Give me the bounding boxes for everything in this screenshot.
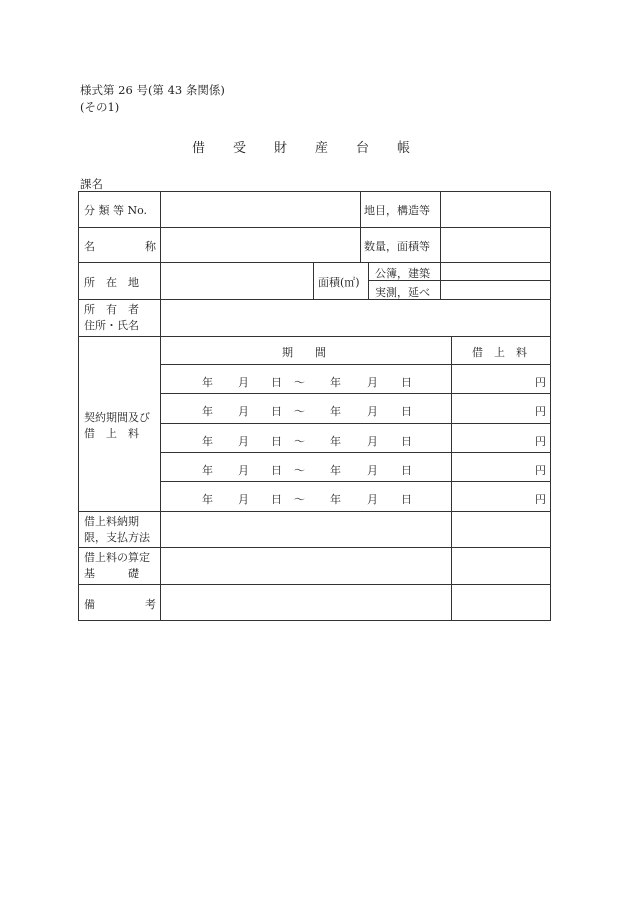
basis-label [84,550,154,582]
period-yen-text: 円 [535,435,546,448]
contract-label-2: 借 上 料 [84,427,139,440]
period-day-text: 日 [271,376,282,389]
period-year-text: 年 [330,464,341,477]
remarks-label-2: 考 [145,598,156,611]
period-day-text: 日 [401,376,412,389]
quantity-label: 数量，面積等 [364,240,430,253]
period-year-text: 年 [330,405,341,418]
period-header: 期 間 [282,346,326,359]
period-month-text: 月 [367,464,378,477]
period-month-text: 月 [238,493,249,506]
period-year-text: 年 [202,405,213,418]
period-day-text: 日 [271,493,282,506]
period-yen-text: 円 [535,405,546,418]
period-yen-text: 円 [535,493,546,506]
section-label: 課名 [80,177,103,191]
owner-label-1: 所 有 者 [84,303,139,316]
rent-header: 借 上 料 [472,346,527,359]
period-day-text: 日 [271,464,282,477]
period-year-text: 年 [330,493,341,506]
name-label-1: 名 [84,240,95,253]
period-tilde-text: ～ [294,464,305,477]
owner-label [84,302,154,334]
period-tilde-text: ～ [294,435,305,448]
period-day-text: 日 [401,435,412,448]
period-yen-text: 円 [535,376,546,389]
period-tilde-text: ～ [294,493,305,506]
period-year-text: 年 [330,435,341,448]
name-label-2: 称 [145,240,156,253]
period-month-text: 月 [238,376,249,389]
form-number: 様式第 26 号(第 43 条関係) [80,83,225,97]
period-month-text: 月 [367,493,378,506]
period-month-text: 月 [367,376,378,389]
payment-label-1: 借上料納期 [84,515,139,528]
period-month-text: 月 [238,464,249,477]
contract-label [84,410,154,442]
period-month-text: 月 [238,435,249,448]
period-day-text: 日 [271,435,282,448]
period-tilde-text: ～ [294,405,305,418]
period-day-text: 日 [401,493,412,506]
period-day-text: 日 [401,405,412,418]
contract-label-1: 契約期間及び [84,411,150,424]
classification-label: 分 類 等 No. [84,204,148,217]
period-month-text: 月 [367,405,378,418]
period-year-text: 年 [202,435,213,448]
survey-label: 実測，延べ [375,286,430,299]
owner-label-2: 住所・氏名 [84,319,139,332]
basis-label-2: 基 礎 [84,567,139,580]
period-year-text: 年 [330,376,341,389]
location-label: 所 在 地 [84,276,139,289]
period-year-text: 年 [202,493,213,506]
payment-label [84,514,154,546]
period-month-text: 月 [238,405,249,418]
basis-label-1: 借上料の算定 [84,551,150,564]
period-tilde-text: ～ [294,376,305,389]
period-day-text: 日 [271,405,282,418]
document-title: 借受財産台帳 [191,141,438,156]
period-year-text: 年 [202,464,213,477]
registry-label: 公簿，建築 [375,267,430,280]
period-day-text: 日 [401,464,412,477]
period-month-text: 月 [367,435,378,448]
land-category-label: 地目，構造等 [364,204,430,217]
remarks-label-1: 備 [84,598,95,611]
form-sub-number: (その1) [80,100,120,114]
payment-label-2: 限，支払方法 [84,531,150,544]
area-label: 面積(㎡) [318,276,360,289]
period-year-text: 年 [202,376,213,389]
period-yen-text: 円 [535,464,546,477]
